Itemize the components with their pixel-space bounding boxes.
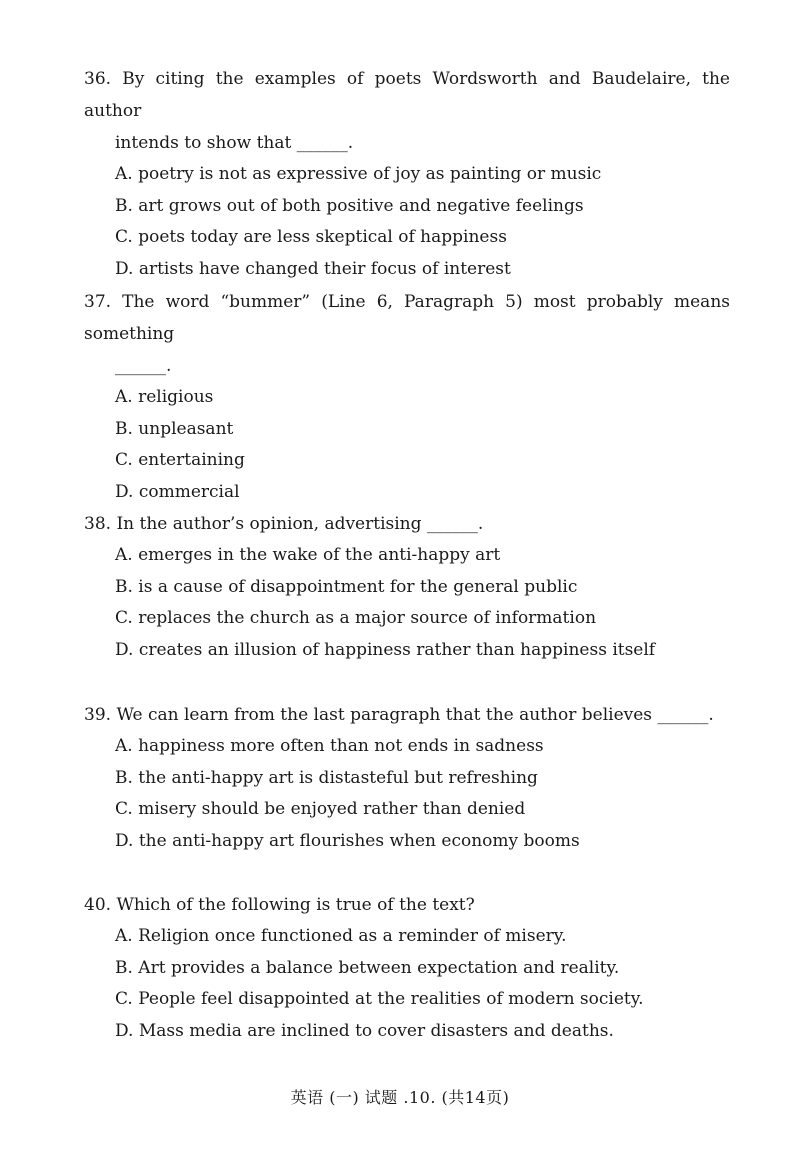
option-b: B. the anti-happy art is distasteful but refreshing (115, 767, 538, 788)
question-stem-continued: intends to show that ______. (115, 133, 354, 153)
option-c: C. replaces the church as a major source of information (115, 608, 597, 629)
option-b: B. is a cause of disappointment for the general public (115, 576, 578, 597)
option-a: A. religious (115, 387, 214, 407)
question-stem: 36. By citing the examples of poets Wordsworth and Baudelaire, the author (84, 69, 730, 121)
question-stem: 38. In the author’s opinion, advertising ______. (84, 514, 484, 534)
question-38 (84, 508, 730, 666)
question-40 (84, 889, 730, 1047)
question-stem: 40. Which of the following is true of the text? (84, 895, 475, 915)
option-a: A. poetry is not as expressive of joy as painting or music (115, 164, 602, 184)
option-a: A. happiness more often than not ends in sadness (115, 736, 544, 756)
option-d: D. commercial (115, 481, 240, 502)
option-c: C. misery should be enjoyed rather than denied (115, 799, 526, 820)
question-37 (84, 286, 730, 508)
option-d: D. creates an illusion of happiness rather than happiness itself (115, 639, 656, 660)
question-stem: 39. We can learn from the last paragraph that the author believes ______. (84, 705, 714, 725)
question-39 (84, 699, 730, 857)
question-stem: 37. The word “bummer” (Line 6, Paragraph 5) most probably means something (84, 292, 730, 344)
option-list (84, 540, 730, 666)
question-stem-continued: ______. (115, 356, 172, 376)
option-c: C. People feel disappointed at the realities of modern society. (115, 989, 644, 1010)
option-d: D. artists have changed their focus of interest (115, 258, 511, 279)
option-d: D. the anti-happy art flourishes when economy booms (115, 830, 580, 851)
page-footer: 英语 (一) 试题 .10. (共14页) (290, 1088, 510, 1107)
question-36 (84, 63, 730, 285)
option-b: B. art grows out of both positive and negative feelings (115, 195, 584, 216)
option-list (84, 731, 730, 857)
option-list (84, 159, 730, 285)
option-c: C. entertaining (115, 450, 245, 471)
option-b: B. Art provides a balance between expectation and reality. (115, 957, 620, 978)
option-a: A. emerges in the wake of the anti-happy art (115, 545, 501, 565)
option-c: C. poets today are less skeptical of happiness (115, 227, 507, 248)
option-list (84, 382, 730, 508)
option-a: A. Religion once functioned as a reminder of misery. (115, 926, 567, 946)
option-d: D. Mass media are inclined to cover disasters and deaths. (115, 1020, 614, 1041)
option-b: B. unpleasant (115, 418, 234, 439)
option-list (84, 921, 730, 1047)
